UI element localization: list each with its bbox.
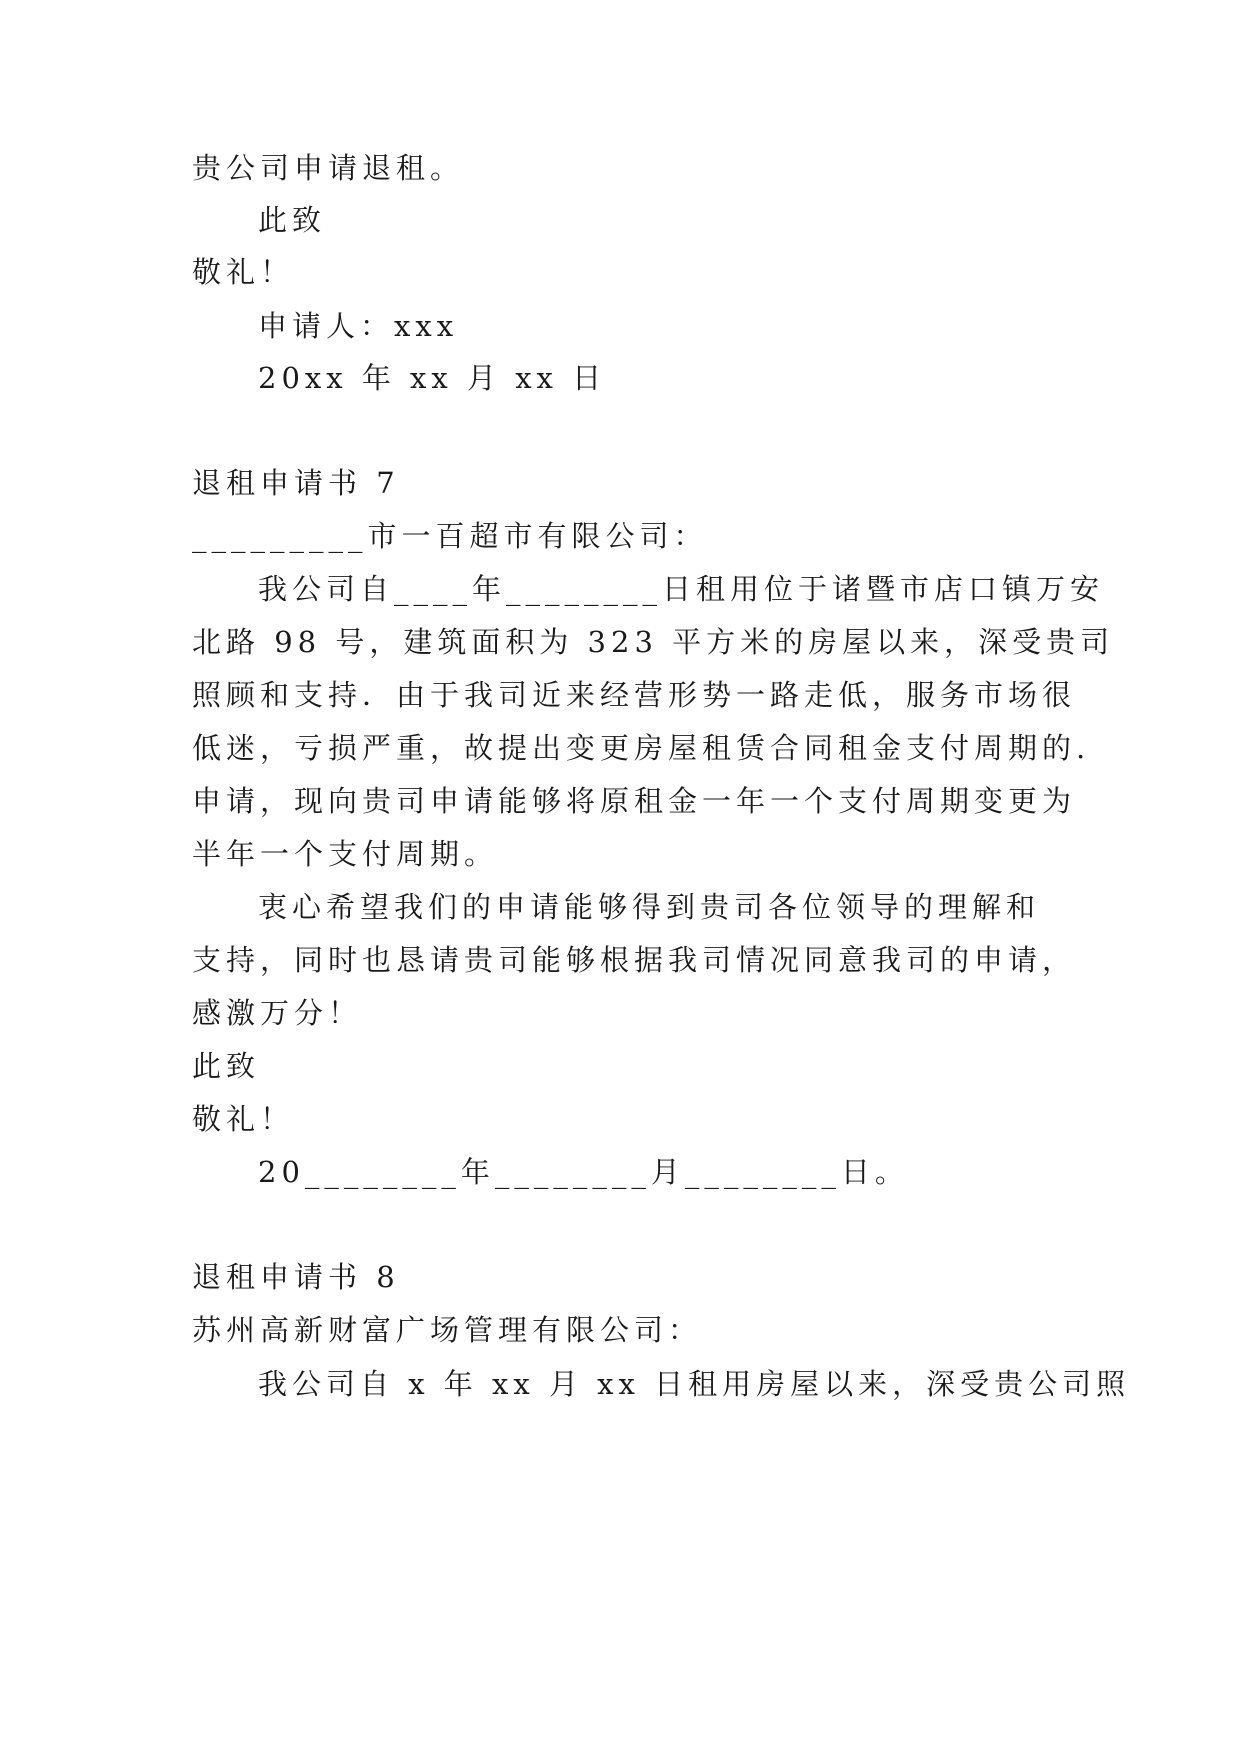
letter7-para1-line: 我公司自____年________日租用位于诸暨市店口镇万安 <box>258 572 1105 606</box>
letter7-closing: 此致 <box>192 1049 261 1083</box>
letter8-para1-line: 我公司自 x 年 xx 月 xx 日租用房屋以来，深受贵公司照 <box>258 1367 1131 1401</box>
letter7-para1-line: 照顾和支持．由于我司近来经营形势一路走低，服务市场很 <box>192 678 1077 712</box>
letter7-date: 20________年________月________日。 <box>258 1155 909 1189</box>
letter6-date: 20xx 年 xx 月 xx 日 <box>258 361 607 395</box>
letter7-para2-line: 衷心希望我们的申请能够得到贵司各位领导的理解和 <box>258 890 1041 924</box>
letter7-salute: 敬礼！ <box>192 1102 295 1136</box>
letter7-para1-line: 半年一个支付周期。 <box>192 837 499 871</box>
letter6-closing: 此致 <box>258 203 327 237</box>
letter6-applicant: 申请人：xxx <box>258 309 459 343</box>
letter8-title: 退租申请书 8 <box>192 1260 400 1294</box>
letter7-para1-line: 北路 98 号，建筑面积为 323 平方米的房屋以来，深受贵司 <box>192 625 1115 659</box>
letter6-salute: 敬礼！ <box>192 255 295 289</box>
letter7-para2-line: 支持，同时也恳请贵司能够根据我司情况同意我司的申请， <box>192 943 1077 977</box>
letter6-last-line: 贵公司申请退租。 <box>192 151 465 185</box>
letter7-title: 退租申请书 7 <box>192 466 400 500</box>
letter7-para1-line: 申请，现向贵司申请能够将原租金一年一个支付周期变更为 <box>192 784 1077 818</box>
letter7-recipient: _________市一百超市有限公司： <box>192 519 708 553</box>
letter8-recipient: 苏州高新财富广场管理有限公司： <box>192 1313 703 1347</box>
letter7-para1-line: 低迷，亏损严重，故提出变更房屋租赁合同租金支付周期的. <box>192 731 1091 765</box>
letter7-para2-line: 感激万分！ <box>192 996 363 1030</box>
